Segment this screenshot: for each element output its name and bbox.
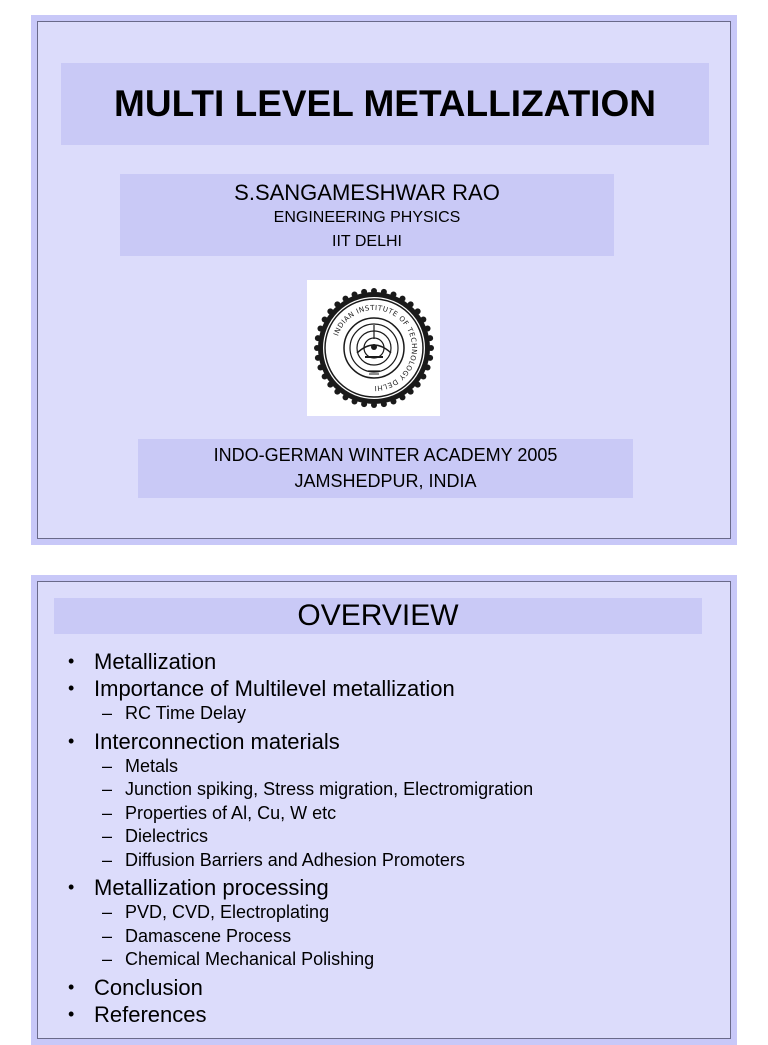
dash-icon: –: [102, 949, 113, 969]
sub-list-item-label: Chemical Mechanical Polishing: [125, 949, 375, 969]
list-item-label: Metallization: [94, 649, 217, 674]
bullet-icon: •: [68, 1003, 75, 1024]
bullet-icon: •: [68, 877, 75, 897]
sub-list-item: [38, 755, 728, 779]
sub-list-item: [38, 849, 728, 873]
overview-slide: [31, 575, 737, 1045]
author-institute: IIT DELHI: [332, 233, 402, 250]
sub-list-item-label: RC Time Delay: [125, 703, 247, 723]
dash-icon: –: [102, 755, 113, 776]
bullet-icon: •: [68, 976, 75, 997]
list-item-label: Interconnection materials: [94, 728, 340, 754]
sub-list: [38, 702, 728, 726]
overview-list: [38, 648, 728, 1028]
event-name: INDO-GERMAN WINTER ACADEMY 2005: [213, 445, 558, 465]
bullet-icon: •: [68, 730, 75, 751]
sub-list-item: [38, 948, 728, 972]
sub-list-item: [38, 702, 728, 726]
sub-list-item-label: Properties of Al, Cu, W etc: [125, 802, 337, 823]
list-item: [38, 648, 728, 675]
dash-icon: –: [102, 802, 113, 823]
author-department: ENGINEERING PHYSICS: [273, 209, 461, 226]
sub-list-item: [38, 802, 728, 826]
sub-list-item: [38, 825, 728, 849]
event-location: JAMSHEDPUR, INDIA: [294, 471, 477, 491]
list-item-label: Metallization processing: [94, 875, 329, 900]
sub-list-item-label: Dielectrics: [125, 826, 209, 846]
list-item: [38, 874, 728, 901]
title-slide-frame: [37, 21, 731, 539]
list-item-label: Importance of Multilevel metallization: [94, 676, 455, 701]
sub-list-item: [38, 901, 728, 925]
dash-icon: –: [102, 925, 113, 946]
sub-list-item-label: PVD, CVD, Electroplating: [125, 902, 330, 922]
author-box: [120, 174, 614, 256]
presentation-title: MULTI LEVEL METALLIZATION: [114, 83, 656, 124]
list-item: [38, 675, 728, 702]
list-item-label: Conclusion: [94, 974, 203, 1000]
overview-title: OVERVIEW: [297, 599, 459, 632]
bullet-icon: •: [68, 651, 75, 671]
sub-list-item-label: Diffusion Barriers and Adhesion Promoters: [125, 849, 465, 870]
list-item-label: References: [94, 1001, 207, 1027]
sub-list-item: [38, 778, 728, 802]
seal-ring-text: INDIAN INSTITUTE OF TECHNOLOGY DELHI: [331, 303, 418, 393]
sub-list: [38, 755, 728, 873]
bullet-icon: •: [68, 678, 75, 698]
dash-icon: –: [102, 703, 113, 723]
dash-icon: –: [102, 849, 113, 870]
author-name: S.SANGAMESHWAR RAO: [234, 180, 500, 205]
overview-title-box: [54, 598, 702, 634]
sub-list-item: [38, 925, 728, 949]
title-box: [61, 63, 709, 145]
institute-logo: [307, 280, 440, 416]
dash-icon: –: [102, 902, 113, 922]
sub-list-item-label: Damascene Process: [125, 925, 292, 946]
dash-icon: –: [102, 779, 113, 799]
event-box: [138, 439, 633, 498]
list-item: [38, 1001, 728, 1028]
list-item: [38, 728, 728, 755]
dash-icon: –: [102, 826, 113, 846]
title-slide: [31, 15, 737, 545]
sub-list-item-label: Metals: [125, 755, 179, 776]
sub-list-item-label: Junction spiking, Stress migration, Electromigration: [125, 779, 534, 799]
overview-slide-frame: [37, 581, 731, 1039]
sub-list: [38, 901, 728, 972]
iit-delhi-seal-icon: [313, 287, 435, 409]
list-item: [38, 974, 728, 1001]
